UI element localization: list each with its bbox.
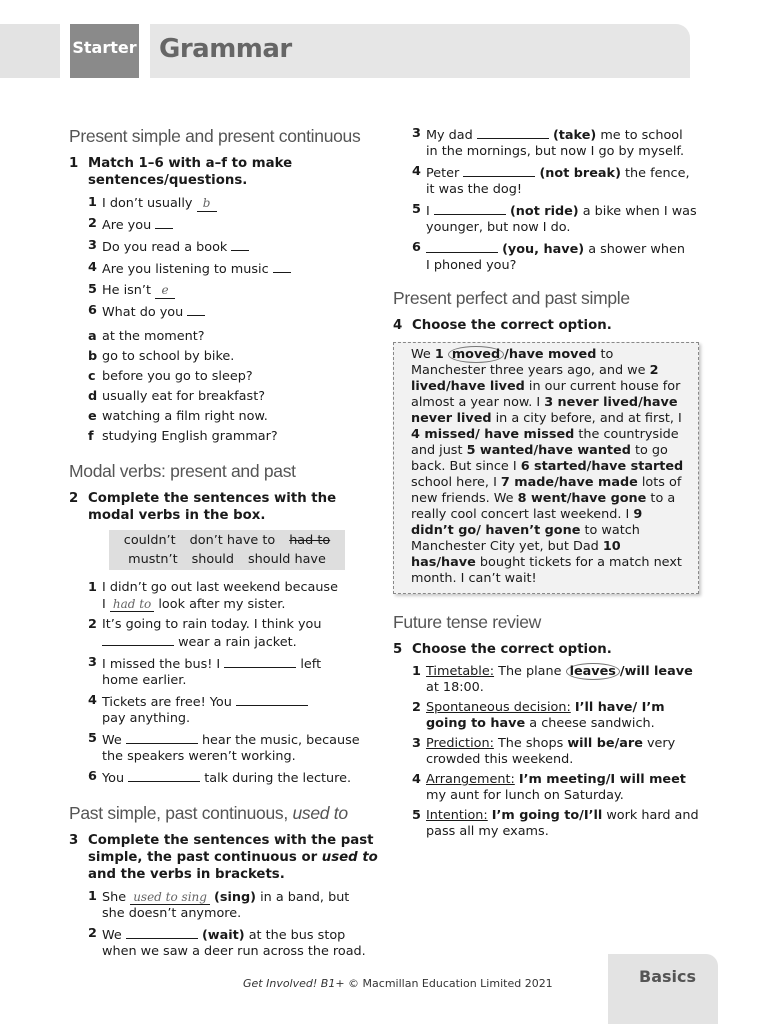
basics-tab: Basics	[608, 954, 718, 1024]
section-title-future-tense: Future tense review	[393, 612, 541, 632]
answer-blank[interactable]	[187, 303, 205, 316]
exercise-1-items	[88, 195, 381, 445]
answer-blank[interactable]: b	[197, 195, 217, 212]
list-item: d usually eat for breakfast?	[88, 389, 265, 404]
list-item: 1 I don’t usually b	[88, 195, 381, 212]
starter-label: Starter	[70, 24, 139, 78]
answer-blank[interactable]	[477, 126, 549, 139]
section-title-present-simple: Present simple and present continuous	[69, 126, 361, 146]
exercise-3-items-right	[412, 126, 703, 274]
section-title-present-perfect: Present perfect and past simple	[393, 288, 630, 308]
list-item: 5 He isn’t e	[88, 282, 381, 299]
answer-blank[interactable]: used to sing	[130, 890, 210, 905]
section-title-past-simple: Past simple, past continuous, used to	[69, 803, 348, 823]
answer-blank[interactable]	[126, 926, 198, 939]
list-item: 6 What do you	[88, 303, 381, 321]
exercise-2-items	[88, 580, 381, 787]
exercise-2-instruction: 2 Complete the sentences with the modal verbs in the box.	[69, 491, 337, 523]
list-item: 1 Timetable: The plane leaves /will leave at 18:00.	[412, 664, 693, 695]
list-item: 2 We (wait) at the bus stop when we saw a deer run across the road.	[88, 926, 366, 959]
word-box: couldn’t don’t have to had to mustn’t should should have	[109, 530, 345, 570]
exercise-4-instruction: 4 Choose the correct option.	[393, 318, 612, 333]
selected-option[interactable]: leaves	[566, 663, 620, 680]
answer-blank[interactable]	[155, 216, 173, 229]
exercise-3-instruction: 3 Complete the sentences with the past simple, the past continuous or used to and the verbs in brackets.	[69, 833, 378, 882]
list-item: 6 (you, have) a shower when I phoned you?	[412, 240, 685, 273]
answer-blank[interactable]	[128, 769, 200, 782]
list-item: 2 Spontaneous decision: I’ll have/ I’m going to have a cheese sandwich.	[412, 700, 665, 731]
list-item: 3 Do you read a book	[88, 238, 381, 256]
answer-blank[interactable]	[273, 260, 291, 273]
reading-text-box: We 1 moved /have moved to Manchester three years ago, and we 2 lived/have lived in our current house for almost a year now. I 3 never lived/have never lived in a city before, and at first, I 4 missed/ have missed the countryside and just 5 wanted/have wanted to go back. But since I 6 started/have started school here, I 7 made/have made lots of new friends. We 8 went/have gone to a really cool concert last weekend. I 9 didn’t go/ haven’t gone to watch Manchester City yet, but Dad 10 has/have bought tickets for a match next month. I can’t wait!	[393, 342, 699, 594]
footer-copyright: Get Involved! B1+ © Macmillan Education Limited 2021	[243, 977, 553, 990]
answer-blank[interactable]	[463, 164, 535, 177]
list-item: c before you go to sleep?	[88, 369, 253, 384]
list-item: 3 I missed the bus! I left home earlier.	[88, 655, 322, 688]
answer-blank[interactable]	[224, 655, 296, 668]
right-column	[393, 126, 703, 844]
header-left-block	[0, 24, 60, 78]
answer-blank[interactable]	[426, 240, 498, 253]
list-item: 5 Intention: I’m going to/I’ll work hard and pass all my exams.	[412, 808, 699, 839]
header-bar	[150, 24, 690, 78]
list-item: 6 You talk during the lecture.	[88, 769, 352, 786]
answer-blank[interactable]	[126, 731, 198, 744]
left-column	[69, 126, 381, 964]
list-item: f studying English grammar?	[88, 429, 278, 444]
answer-blank[interactable]	[236, 693, 308, 706]
list-item: 4 Arrangement: I’m meeting/I will meet my aunt for lunch on Saturday.	[412, 772, 686, 803]
list-item: e watching a film right now.	[88, 409, 268, 424]
list-item: 5 We hear the music, because the speakers weren’t working.	[88, 731, 360, 764]
list-item: 2 Are you	[88, 216, 381, 234]
list-item: 1 I didn’t go out last weekend because I had to look after my sister.	[88, 580, 338, 612]
section-title-modal-verbs: Modal verbs: present and past	[69, 461, 296, 481]
exercise-3-items-left	[88, 889, 381, 960]
answer-blank[interactable]: had to	[110, 597, 154, 612]
answer-blank[interactable]	[434, 202, 506, 215]
page-title: Grammar	[159, 34, 292, 64]
list-item: 2 It’s going to rain today. I think you wear a rain jacket.	[88, 617, 322, 650]
answer-blank[interactable]: e	[155, 282, 175, 299]
answer-blank[interactable]	[102, 633, 174, 646]
selected-option[interactable]: moved	[448, 346, 504, 363]
answer-blank[interactable]	[231, 238, 249, 251]
exercise-5-items	[412, 664, 703, 840]
list-item: a at the moment?	[88, 329, 205, 344]
list-item: 3 My dad (take) me to school in the mornings, but now I go by myself.	[412, 126, 685, 159]
list-item: 4 Peter (not break) the fence, it was the dog!	[412, 164, 690, 197]
exercise-1-instruction: 1 Match 1–6 with a–f to make sentences/questions.	[69, 156, 293, 188]
list-item: 5 I (not ride) a bike when I was younger, but now I do.	[412, 202, 697, 235]
exercise-5-instruction: 5 Choose the correct option.	[393, 642, 612, 657]
list-item: 3 Prediction: The shops will be/are very crowded this weekend.	[412, 736, 676, 767]
list-item: 4 Tickets are free! You pay anything.	[88, 693, 381, 727]
list-item: 1 She used to sing (sing) in a band, but she doesn’t anymore.	[88, 889, 350, 921]
list-item: b go to school by bike.	[88, 349, 235, 364]
list-item: 4 Are you listening to music	[88, 260, 381, 278]
